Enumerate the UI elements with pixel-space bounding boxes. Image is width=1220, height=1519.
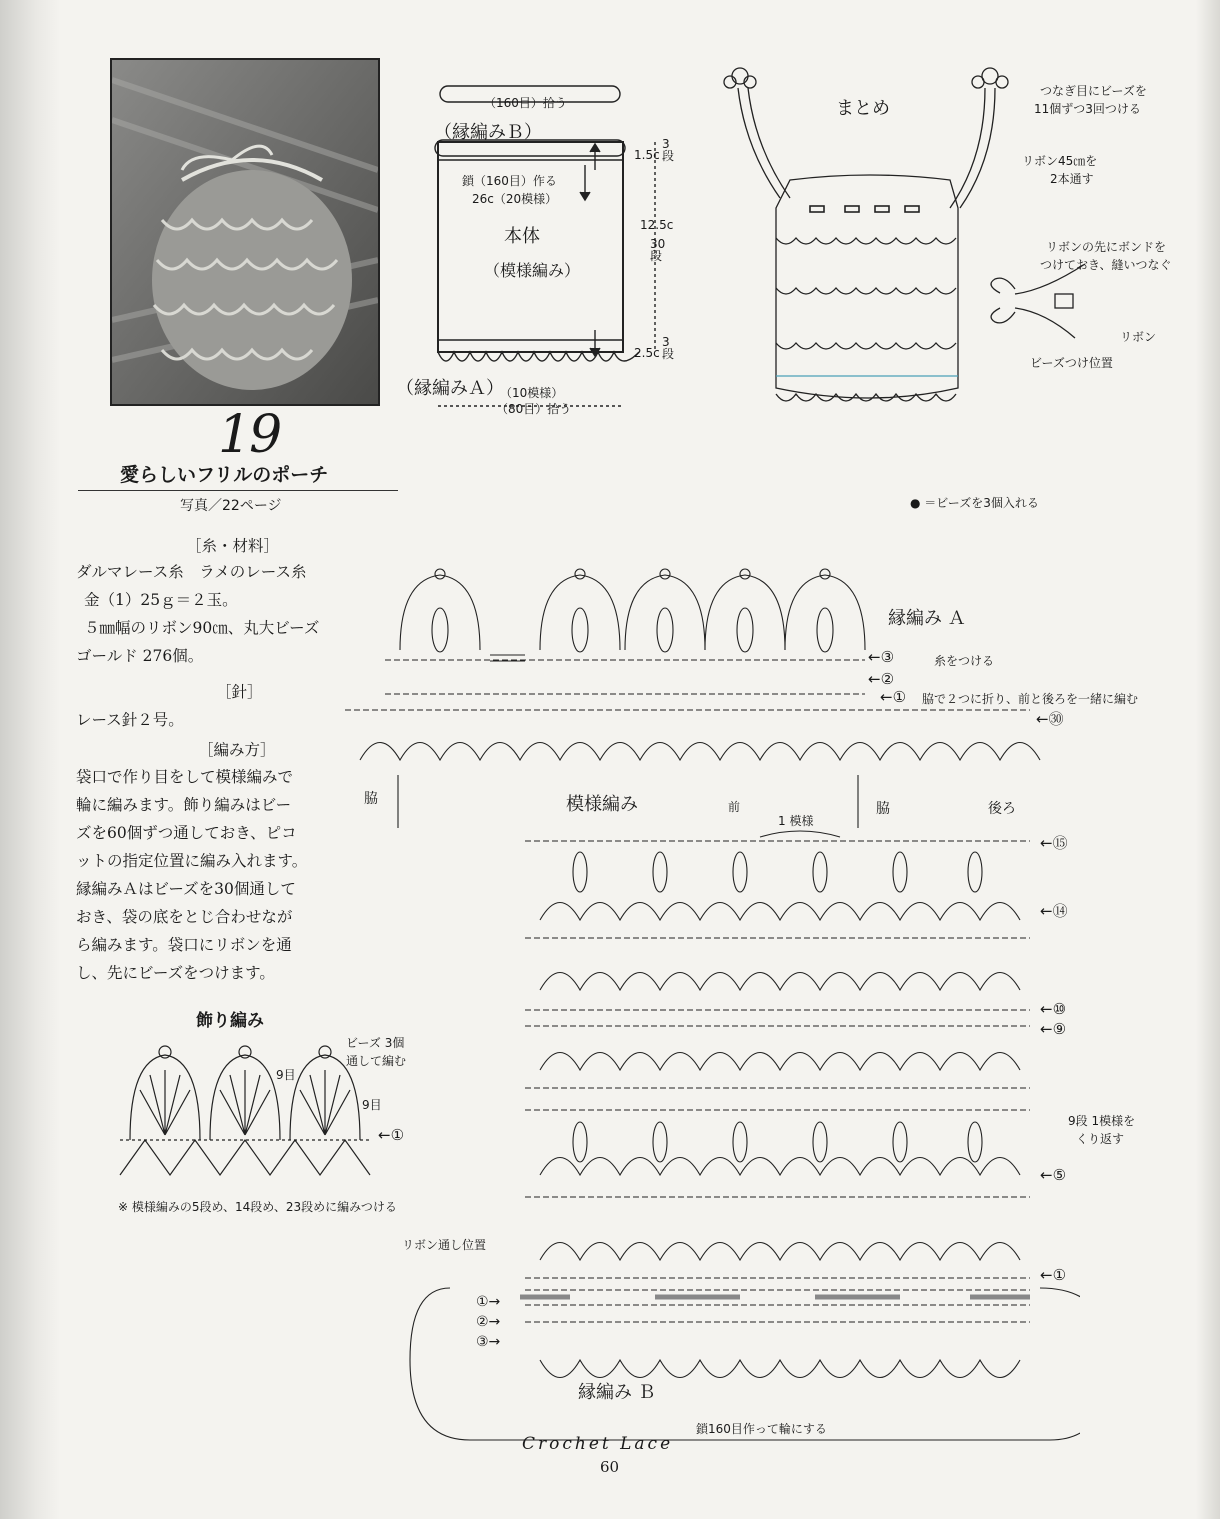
materials-text (76, 558, 319, 670)
leaf-row-5 (573, 1122, 982, 1162)
row-14: ←⑭ (1040, 902, 1068, 920)
ribbon-right (950, 68, 1008, 208)
method-heading: ［編み方］ (198, 741, 276, 759)
needle-heading: ［針］ (216, 683, 263, 701)
note-beads-2: 11個ずつ3回つける (1034, 102, 1141, 116)
materials-line: ダルマレース糸 ラメのレース糸 (76, 563, 307, 581)
title-rule (78, 490, 398, 491)
chain-label: 鎖（160目）作る (462, 174, 557, 188)
row-1b: ←① (1040, 1266, 1067, 1284)
edge-a-label: （縁編みＡ） (396, 378, 504, 399)
method-line: し、先にビーズをつけます。 (76, 964, 275, 982)
front-label: 前 (728, 800, 741, 814)
stitch-count-9a: 9目 (276, 1068, 296, 1082)
width-label: 26c（20模様） (472, 192, 558, 206)
stitch-count-9b: 9目 (362, 1098, 382, 1112)
dim-top-rows: 3段 (662, 137, 675, 163)
row-10: ←⑩ (1040, 1000, 1067, 1018)
edge-b-title: 縁編み Ｂ (578, 1382, 656, 1403)
ribbon-position: リボン通し位置 (402, 1238, 487, 1252)
materials-line: 金（1）25ｇ＝２玉。 (84, 591, 238, 609)
legend: ● ＝ビーズを3個入れる (910, 496, 1039, 510)
pattern-title: 愛らしいフリルのポーチ (120, 464, 329, 486)
row-15: ←⑮ (1040, 834, 1068, 852)
materials-line: ゴールド 276個。 (76, 647, 204, 665)
top-pick: （160目）拾う (484, 96, 567, 110)
note-beads-1: つなぎ目にビーズを (1040, 84, 1147, 98)
note-bond-2: つけておき、縫いつなぐ (1040, 258, 1172, 272)
one-repeat: 1 模様 (778, 814, 814, 828)
method-line: ズを60個ずつ通しておき、ピコ (76, 824, 297, 842)
pouch-photo-drawing (112, 60, 378, 404)
photo-reference: 写真／22ページ (180, 498, 282, 514)
footer-brand: Crochet Lace (522, 1434, 674, 1454)
method-line: 輪に編みます。飾り編みはビー (76, 796, 292, 814)
edge-b-label: （縁編みＢ） (434, 122, 542, 143)
note-ribbon-2: 2本通す (1050, 172, 1094, 186)
repeat-note-1: 9段 1模様を (1068, 1114, 1136, 1128)
deco-row-1: ←① (378, 1126, 405, 1144)
edge-a-title: 縁編み Ａ (888, 608, 966, 629)
row-5: ←⑤ (1040, 1166, 1067, 1184)
edge-b-row-3: ③→ (476, 1334, 501, 1350)
dim-mid: 12.5c (640, 218, 674, 232)
side-left: 脇 (364, 791, 378, 807)
chain-ring-note: 鎖160目作って輪にする (696, 1422, 827, 1436)
edge-b-row-2: ②→ (476, 1314, 501, 1330)
fan-motif (130, 1046, 200, 1140)
back-label: 後ろ (988, 801, 1016, 817)
method-text (76, 763, 307, 987)
fan-motif (210, 1046, 280, 1140)
fold-note: 脇で２つに折り、前と後ろを一緒に編む (922, 692, 1139, 706)
row-30: ←㉚ (1036, 710, 1064, 728)
row-1: ←① (880, 688, 907, 706)
main-body-label: 本体 (504, 226, 540, 247)
binding-shadow (0, 0, 60, 1519)
note-ribbon-1: リボン45㎝を (1022, 154, 1098, 168)
repeat-note-2: くり返す (1076, 1132, 1125, 1146)
needle-text: レース針２号。 (76, 711, 184, 729)
finishing-title: まとめ (836, 98, 890, 119)
row-2: ←② (868, 670, 895, 688)
dim-bot-rows: 3段 (662, 335, 675, 361)
ribbon-detail (991, 264, 1085, 338)
dim-bot: 2.5c (634, 346, 660, 360)
note-bond-1: リボンの先にボンドを (1046, 240, 1167, 254)
dim-top: 1.5c (634, 148, 660, 162)
decorative-footnote: ※ 模様編みの5段め、14段め、23段めに編みつける (118, 1200, 397, 1214)
row-3: ←③ (868, 648, 895, 666)
bead-note-2: 通して編む (346, 1054, 407, 1068)
bead-note-1: ビーズ 3個 (346, 1036, 405, 1050)
method-line: ットの指定位置に編み入れます。 (76, 852, 308, 870)
bead-position-label: ビーズつけ位置 (1030, 356, 1113, 370)
pattern-chart-title: 模様編み (566, 794, 638, 815)
dim-mid-rows: 30段 (650, 237, 666, 263)
row-9: ←⑨ (1040, 1020, 1067, 1038)
side-right: 脇 (876, 801, 890, 817)
bottom-pick: （80目）拾う (496, 402, 572, 416)
pouch-photo (110, 58, 380, 406)
pattern-number: 19 (218, 405, 281, 465)
edge-b-row-1: ①→ (476, 1294, 501, 1310)
method-line: 袋口で作り目をして模様編みで (76, 768, 294, 786)
ribbon-label: リボン (1120, 330, 1157, 344)
page-number: 60 (600, 1458, 620, 1476)
page-edge (1196, 0, 1220, 1519)
edge-a-fans (400, 569, 865, 661)
decorative-title: 飾り編み (196, 1011, 264, 1031)
pattern-knit-label: （模様編み） (484, 261, 581, 280)
method-line: おき、袋の底をとじ合わせなが (76, 908, 293, 926)
method-line: 縁編みＡはビーズを30個通して (76, 880, 296, 898)
method-line: ら編みます。袋口にリボンを通 (76, 936, 292, 954)
ribbon-left (724, 68, 790, 198)
leaf-row-14 (573, 852, 982, 892)
bottom-repeat: （10模様） (500, 386, 564, 400)
materials-heading: ［糸・材料］ (186, 537, 280, 555)
materials-line: ５㎜幅のリボン90㎝、丸大ビーズ (84, 619, 320, 637)
attach-yarn: 糸をつける (934, 654, 995, 668)
